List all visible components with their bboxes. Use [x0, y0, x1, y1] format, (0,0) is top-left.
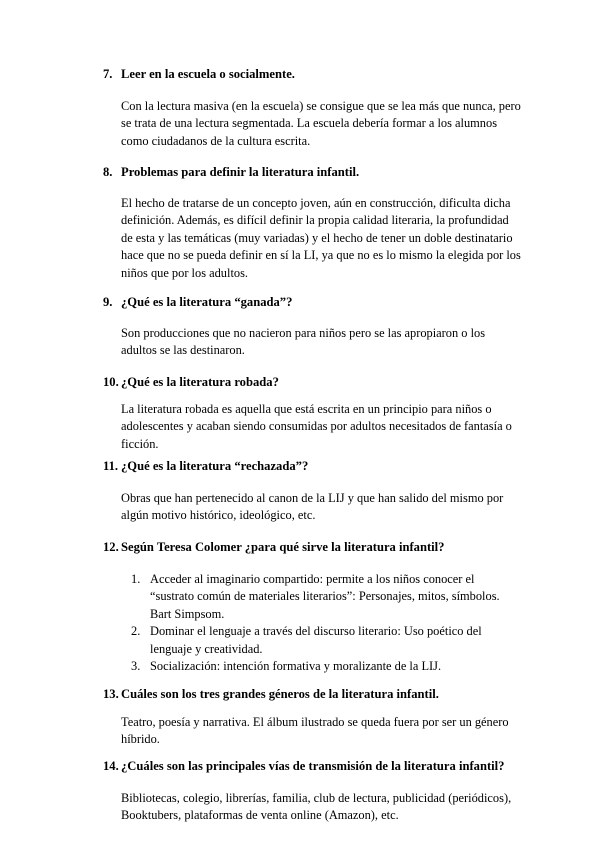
- question-heading-14: [103, 758, 504, 775]
- question-number: 7.: [103, 67, 113, 81]
- question-text: Problemas para definir la literatura infantil.: [121, 165, 360, 179]
- question-text: Cuáles son los tres grandes géneros de la literatura infantil.: [121, 687, 439, 701]
- question-number: 8.: [103, 165, 113, 179]
- list-item: [121, 571, 521, 623]
- question-number: 13.: [103, 687, 119, 701]
- question-text: ¿Cuáles son las principales vías de transmisión de la literatura infantil?: [121, 759, 505, 773]
- question-text: ¿Qué es la literatura “ganada”?: [121, 295, 293, 309]
- question-number: 12.: [103, 540, 119, 554]
- question-text: Leer en la escuela o socialmente.: [121, 67, 295, 81]
- answer-paragraph-8: El hecho de tratarse de un concepto joven, aún en construcción, dificulta dicha definición. Además, es difícil definir la propia calidad literaria, la profundidad de esta y las temáticas (muy variadas) y el hecho de tener un doble destinatario hace que no se pueda definir en sí la LI, ya que no es lo mismo la elegida por los niños que por los adultos.: [121, 196, 521, 280]
- question-number: 9.: [103, 295, 113, 309]
- list-item-number: 1.: [131, 572, 141, 586]
- purpose-list: [121, 571, 521, 675]
- question-heading-10: [103, 374, 279, 391]
- list-item-text: Socialización: intención formativa y moralizante de la LIJ.: [150, 659, 442, 674]
- answer-paragraph-7: Con la lectura masiva (en la escuela) se consigue que se lea más que nunca, pero se trata de una lectura segmentada. La escuela debería formar a los alumnos como ciudadanos de la cultura escrita.: [121, 99, 521, 148]
- list-item: [121, 623, 521, 658]
- answer-paragraph-10: La literatura robada es aquella que está escrita en un principio para niños o adolescentes y acaban siendo consumidas por adultos necesitados de fantasía o ficción.: [121, 402, 512, 451]
- question-number: 10.: [103, 375, 119, 389]
- question-number: 11.: [103, 459, 119, 473]
- question-text: ¿Qué es la literatura robada?: [121, 375, 279, 389]
- answer-paragraph-9: Son producciones que no nacieron para niños pero se las apropiaron o los adultos se las destinaron.: [121, 326, 486, 358]
- question-number: 14.: [103, 759, 119, 773]
- list-item-text: Dominar el lenguaje a través del discurso literario: Uso poético del lenguaje y creatividad.: [150, 624, 482, 656]
- list-item-number: 3.: [131, 659, 141, 674]
- question-heading-12: [103, 539, 444, 556]
- question-heading-9: [103, 294, 292, 311]
- list-item-number: 2.: [131, 624, 141, 639]
- answer-paragraph-11: Obras que han pertenecido al canon de la LIJ y que han salido del mismo por algún motivo histórico, ideológico, etc.: [121, 491, 504, 523]
- question-heading-11: [103, 458, 308, 475]
- list-item: [121, 658, 521, 675]
- answer-paragraph-14: Bibliotecas, colegio, librerías, familia, club de lectura, publicidad (periódicos), Booktubers, plataformas de venta online (Amazon), etc.: [121, 791, 512, 823]
- answer-paragraph-13: Teatro, poesía y narrativa. El álbum ilustrado se queda fuera por ser un género híbrido.: [121, 715, 509, 747]
- question-text: ¿Qué es la literatura “rechazada”?: [121, 459, 309, 473]
- list-item-text: Acceder al imaginario compartido: permite a los niños conocer el “sustrato común de materiales literarios”: Personajes, mitos, símbolos. Bart Simpsom.: [150, 572, 500, 621]
- question-text: Según Teresa Colomer ¿para qué sirve la literatura infantil?: [121, 540, 445, 554]
- question-heading-8: [103, 164, 359, 181]
- question-heading-13: [103, 686, 439, 703]
- question-heading-7: [103, 66, 295, 83]
